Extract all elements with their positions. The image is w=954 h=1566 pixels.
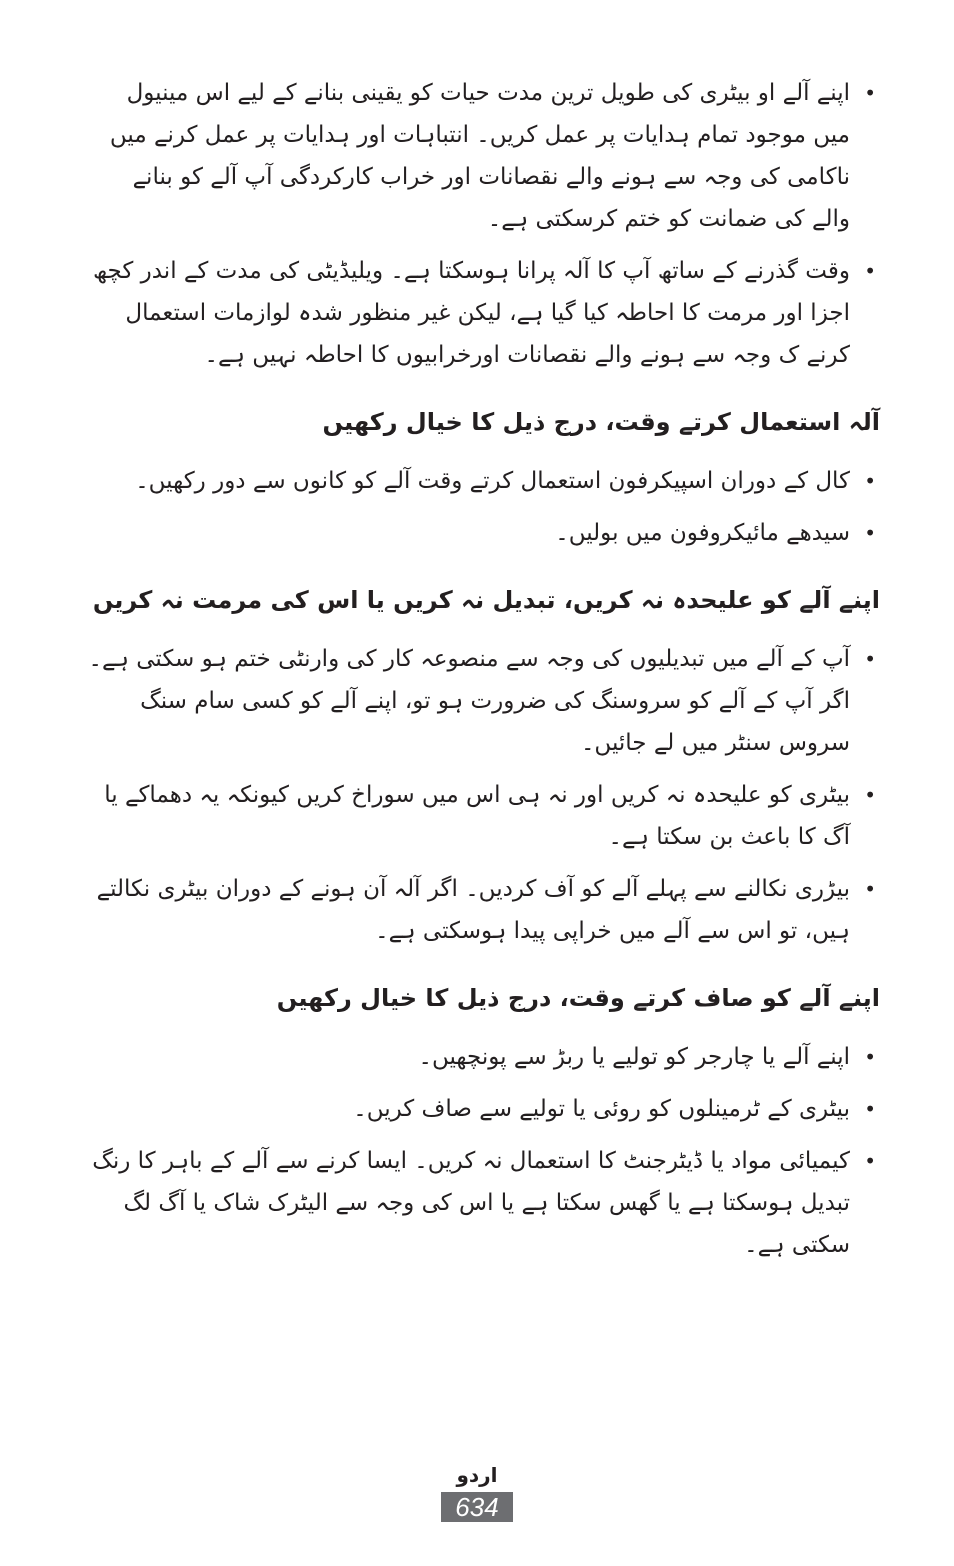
list-item-text: بیڑری نکالنے سے پہلے آلے کو آف کردیں۔ اگر آلہ آن ہونے کے دوران بیٹری نکالتے ہیں، تو اس سے آلے میں خراپی پیدا ہوسکتی ہے۔ xyxy=(96,876,850,944)
list-item xyxy=(80,868,880,952)
list-item xyxy=(80,1088,880,1130)
list-item xyxy=(80,1036,880,1078)
bullet-icon: • xyxy=(864,469,876,493)
usage-list xyxy=(80,460,880,554)
list-item xyxy=(80,1140,880,1266)
list-item-text: اپنے آلے یا چارجر کو تولیے یا ربڑ سے پونچھیں۔ xyxy=(418,1044,850,1070)
bullet-icon: • xyxy=(864,1045,876,1069)
bullet-icon: • xyxy=(864,521,876,545)
footer-language-label: اردو xyxy=(456,1463,498,1487)
section-heading-usage: آلہ استعمال کرتے وقت، درج ذیل کا خیال رکھیں xyxy=(322,408,880,436)
list-item xyxy=(80,774,880,858)
list-item-text: بیٹری کے ٹرمینلوں کو روئی یا تولیے سے صاف کریں۔ xyxy=(353,1096,850,1122)
list-item xyxy=(80,72,880,240)
page-footer xyxy=(0,1462,954,1522)
list-item-text: وقت گذرنے کے ساتھ آپ کا آلہ پرانا ہوسکتا ہے۔ ویلیڈیٹی کی مدت کے اندر کچھ اجزا اور مرمت کا احاطہ کیا گیا ہے، لیکن غیر منظور شدہ لوازمات استعمال کرنے ک وجہ سے ہونے والے نقصانات اورخرابیوں کا احاطہ نہیں ہے۔ xyxy=(92,258,850,368)
page-content xyxy=(80,72,880,1276)
list-item-text: کال کے دوران اسپیکرفون استعمال کرتے وقت آلے کو کانوں سے دور رکھیں۔ xyxy=(135,468,850,494)
list-item-text: کیمیائی مواد یا ڈیٹرجنٹ کا استعمال نہ کریں۔ ایسا کرنے سے آلے کے باہر کا رنگ تبدیل ہوسکتا ہے یا گھس سکتا ہے یا اس کی وجہ سے الیٹرک شاک یا آگ لگ سکتی ہے۔ xyxy=(92,1148,850,1258)
repair-list xyxy=(80,638,880,952)
section-heading-repair: اپنے آلے کو علیحدہ نہ کریں، تبدیل نہ کریں یا اس کی مرمت نہ کریں xyxy=(92,586,880,614)
list-item xyxy=(80,460,880,502)
cleaning-list xyxy=(80,1036,880,1266)
page-number: 634 xyxy=(441,1492,512,1522)
bullet-icon: • xyxy=(864,1097,876,1121)
intro-list xyxy=(80,72,880,376)
bullet-icon: • xyxy=(864,81,876,105)
bullet-icon: • xyxy=(864,647,876,671)
bullet-icon: • xyxy=(864,783,876,807)
section-heading-cleaning: اپنے آلے کو صاف کرتے وقت، درج ذیل کا خیال رکھیں xyxy=(276,984,880,1012)
bullet-icon: • xyxy=(864,877,876,901)
list-item-text: اپنے آلے او بیٹری کی طویل ترین مدت حیات کو یقینی بنانے کے لیے اس مینیول میں موجود تمام ہدایات پر عمل کریں۔ انتباہات اور ہدایات پر عمل کرنے میں ناکامی کی وجہ سے ہونے والے نقصانات اور خراب کارکردگی آپ آلے کو بنانے والے کی ضمانت کو ختم کرسکتی ہے۔ xyxy=(109,80,850,232)
list-item-text: سیدھے مائیکروفون میں بولیں۔ xyxy=(555,520,850,546)
list-item xyxy=(80,638,880,764)
list-item xyxy=(80,250,880,376)
bullet-icon: • xyxy=(864,1149,876,1173)
list-item xyxy=(80,512,880,554)
list-item-text: بیٹری کو علیحدہ نہ کریں اور نہ ہی اس میں سوراخ کریں کیونکہ یہ دھماکے یا آگ کا باعث بن سکتا ہے۔ xyxy=(104,782,850,850)
bullet-icon: • xyxy=(864,259,876,283)
list-item-text: آپ کے آلے میں تبدیلیوں کی وجہ سے منصوعہ کار کی وارنٹی ختم ہو سکتی ہے۔ اگر آپ کے آلے کو سروسنگ کی ضرورت ہو تو، اپنے آلے کو کسی سام سنگ سروس سنٹر میں لے جائیں۔ xyxy=(88,646,850,756)
